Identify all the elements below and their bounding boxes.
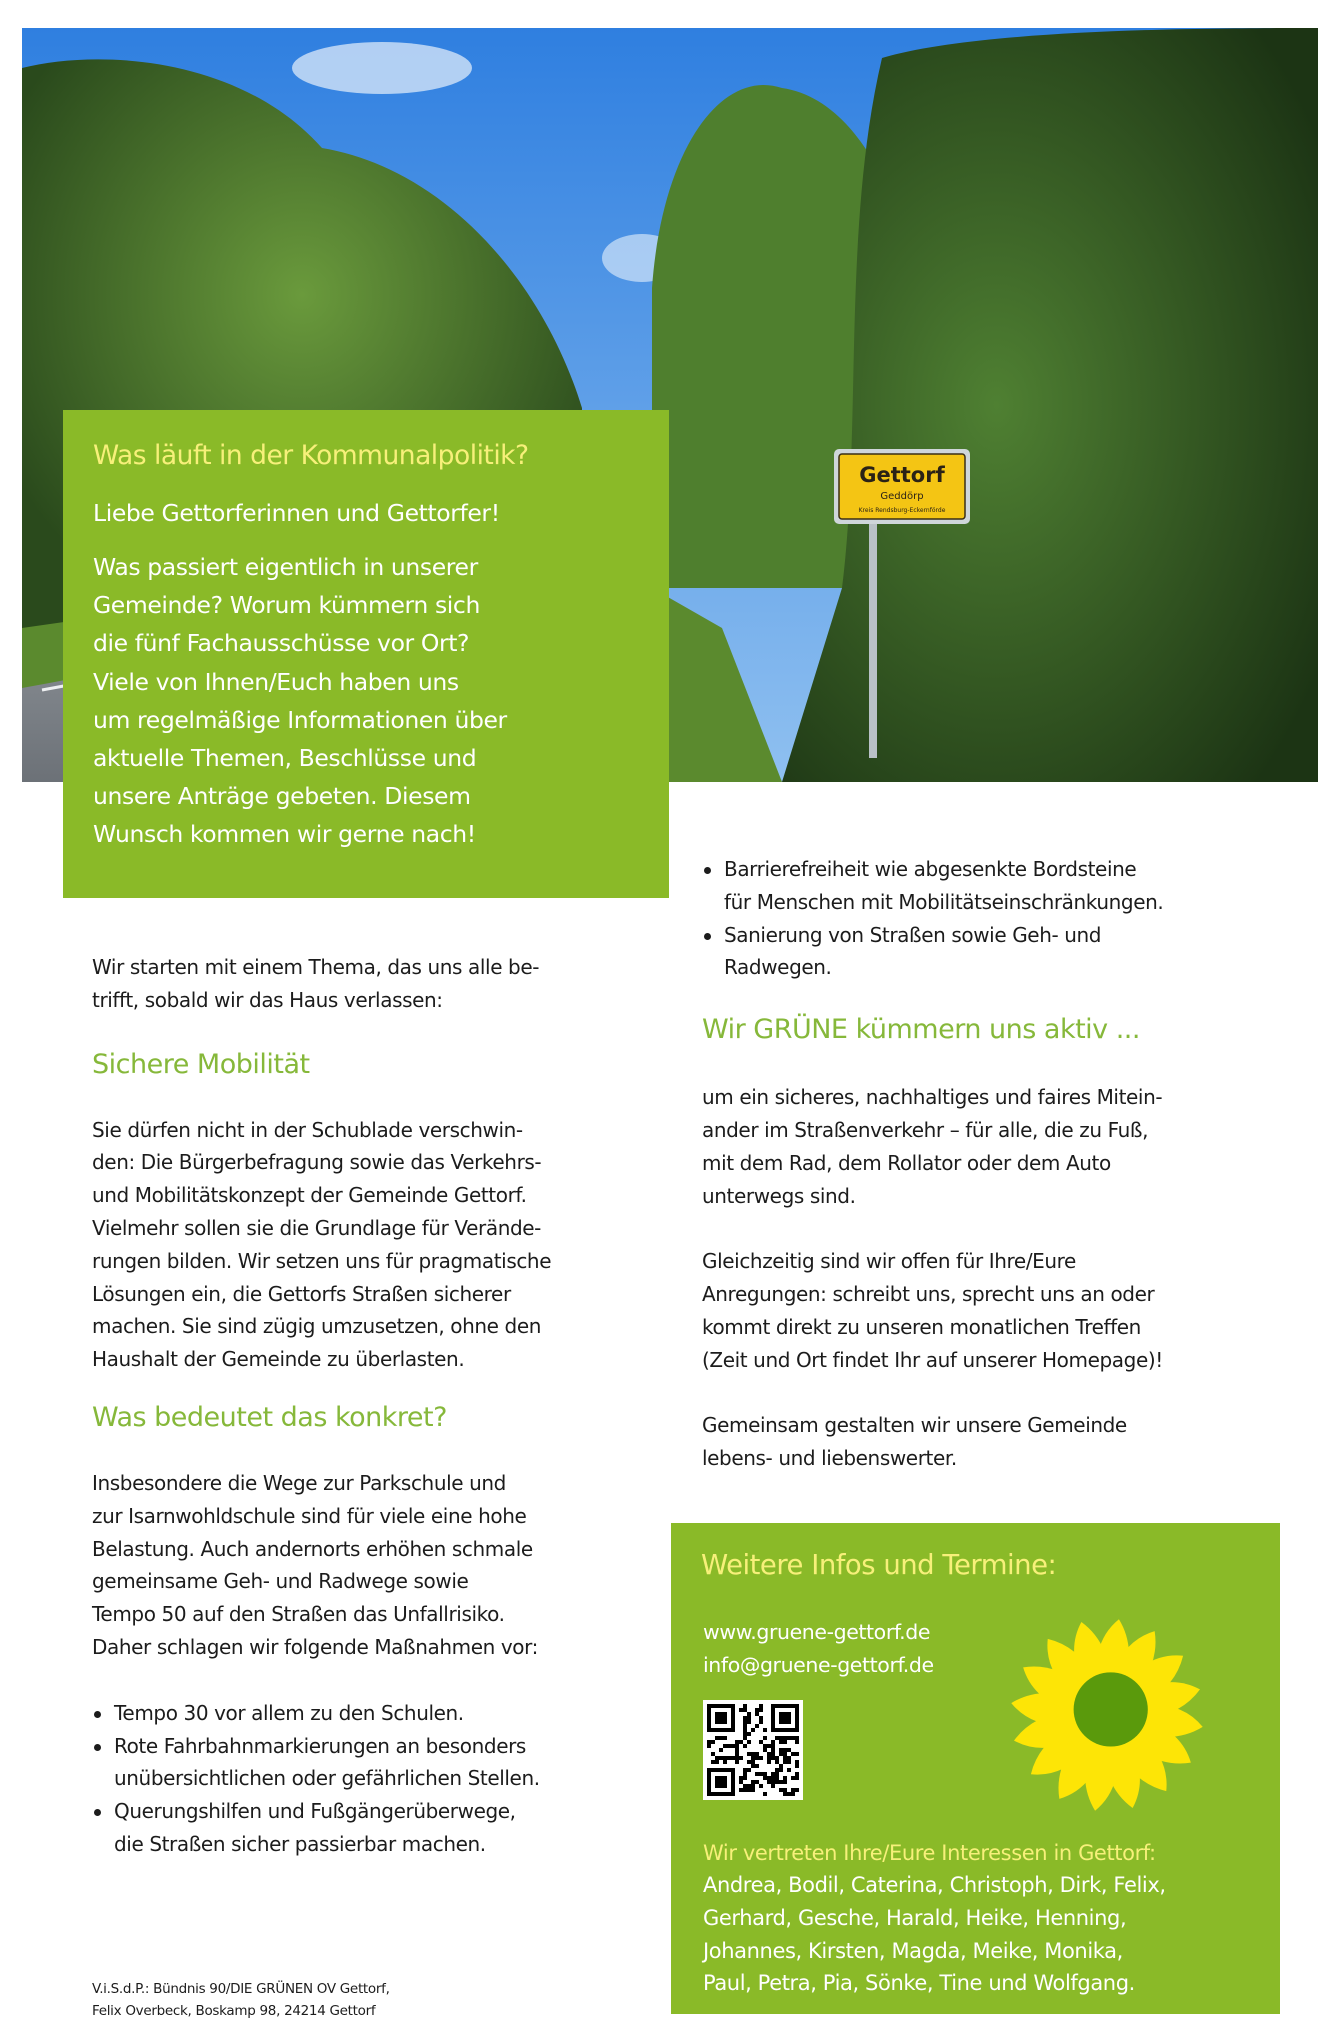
list-item bbox=[92, 1697, 652, 1730]
sunflower-center bbox=[1074, 1672, 1148, 1746]
left-column bbox=[92, 951, 652, 1861]
text-line: Belastung. Auch andernorts erhöhen schmale bbox=[92, 1536, 533, 1561]
imprint bbox=[92, 1978, 512, 2022]
text-line: für Menschen mit Mobilitätseinschränkungen. bbox=[724, 889, 1164, 914]
paragraph-gemeinsam bbox=[702, 1409, 1272, 1475]
text-line: Tempo 30 vor allem zu den Schulen. bbox=[114, 1700, 464, 1725]
representatives-names bbox=[703, 1869, 1263, 2000]
heading-konkret: Was bedeutet das konkret? bbox=[92, 1401, 447, 1433]
paragraph-miteinander bbox=[702, 1081, 1272, 1212]
sign-low-german: Geddörp bbox=[880, 491, 924, 502]
text-line: Daher schlagen wir folgende Maßnahmen vor: bbox=[92, 1634, 538, 1659]
imprint-line: V.i.S.d.P.: Bündnis 90/DIE GRÜNEN OV Gettorf, bbox=[92, 1981, 390, 1997]
text-line: kommt direkt zu unseren monatlichen Treffen bbox=[702, 1314, 1141, 1339]
text-line: Sie dürfen nicht in der Schublade verschwin- bbox=[92, 1117, 523, 1142]
sign-district: Kreis Rendsburg-Eckernförde bbox=[858, 507, 946, 514]
intro-line: die fünf Fachausschüsse vor Ort? bbox=[93, 629, 470, 658]
intro-body bbox=[93, 548, 643, 854]
intro-line: Was passiert eigentlich in unserer bbox=[93, 553, 478, 581]
text-line: Gerhard, Gesche, Harald, Heike, Henning, bbox=[703, 1905, 1127, 1930]
qr-code-icon[interactable] bbox=[703, 1700, 803, 1800]
intro-title: Was läuft in der Kommunalpolitik? bbox=[93, 440, 529, 471]
website-link[interactable]: www.gruene-gettorf.de bbox=[703, 1620, 931, 1644]
text-line: rungen bilden. Wir setzen uns für pragmatische bbox=[92, 1248, 552, 1273]
sunflower-icon bbox=[1005, 1610, 1209, 1820]
right-column bbox=[702, 853, 1272, 1475]
intro-line: Wunsch kommen wir gerne nach! bbox=[93, 820, 476, 849]
intro-line: aktuelle Themen, Beschlüsse und bbox=[93, 744, 477, 773]
qr-code-graphic bbox=[703, 1700, 803, 1800]
text-line: Rote Fahrbahnmarkierungen an besonders bbox=[114, 1733, 526, 1758]
intro-greeting: Liebe Gettorferinnen und Gettorfer! bbox=[93, 499, 500, 527]
email-link[interactable]: info@gruene-gettorf.de bbox=[703, 1652, 934, 1677]
intro-box bbox=[63, 410, 669, 898]
bullet-icon bbox=[94, 1711, 101, 1718]
info-box bbox=[671, 1523, 1280, 2014]
text-line: gemeinsame Geh- und Radwege sowie bbox=[92, 1569, 469, 1594]
text-line: Andrea, Bodil, Caterina, Christoph, Dirk, Felix, bbox=[703, 1873, 1166, 1897]
paragraph-anregungen bbox=[702, 1245, 1272, 1376]
text-line: Querungshilfen und Fußgängerüberwege, bbox=[114, 1799, 516, 1824]
paragraph-mobilitaet bbox=[92, 1114, 652, 1376]
heading-sichere-mobilitaet: Sichere Mobilität bbox=[92, 1048, 310, 1080]
info-title: Weitere Infos und Termine: bbox=[701, 1549, 1057, 1581]
text-line: unterwegs sind. bbox=[702, 1183, 856, 1208]
text-line: um ein sicheres, nachhaltiges und faires Mitein- bbox=[702, 1085, 1163, 1110]
text-line: zur Isarnwohldschule sind für viele eine hohe bbox=[92, 1503, 527, 1528]
text-line: (Zeit und Ort findet Ihr auf unserer Homepage)! bbox=[702, 1347, 1163, 1372]
text-line: Vielmehr sollen sie die Grundlage für Verände- bbox=[92, 1215, 542, 1240]
text-line: unübersichtlichen oder gefährlichen Stellen. bbox=[114, 1766, 540, 1791]
paragraph-konkret bbox=[92, 1467, 652, 1664]
text-line: lebens- und liebenswerter. bbox=[702, 1445, 957, 1470]
text-line: Haushalt der Gemeinde zu überlasten. bbox=[92, 1347, 465, 1372]
imprint-line: Felix Overbeck, Boskamp 98, 24214 Gettorf bbox=[92, 2003, 376, 2019]
text-line: den: Die Bürgerbefragung sowie das Verkehrs- bbox=[92, 1150, 542, 1175]
measures-list-continued bbox=[702, 853, 1272, 984]
text-line: Insbesondere die Wege zur Parkschule und bbox=[92, 1470, 506, 1495]
text-line: Paul, Petra, Pia, Sönke, Tine und Wolfgang. bbox=[703, 1971, 1135, 1996]
list-item bbox=[702, 853, 1272, 919]
town-sign bbox=[834, 449, 970, 524]
list-item bbox=[702, 919, 1272, 985]
lead-paragraph bbox=[92, 951, 652, 1017]
text-line: Lösungen ein, die Gettorfs Straßen sicherer bbox=[92, 1281, 511, 1306]
text-line: Tempo 50 auf den Straßen das Unfallrisiko. bbox=[92, 1602, 505, 1627]
text-line: die Straßen sicher passierbar machen. bbox=[114, 1831, 486, 1856]
text-line: und Mobilitätskonzept der Gemeinde Gettorf. bbox=[92, 1183, 527, 1208]
bullet-icon bbox=[704, 933, 711, 940]
text-line: Radwegen. bbox=[724, 955, 832, 980]
list-item bbox=[92, 1730, 652, 1796]
text-line: Johannes, Kirsten, Magda, Meike, Monika, bbox=[703, 1938, 1123, 1963]
measures-list bbox=[92, 1697, 652, 1861]
intro-line: Viele von Ihnen/Euch haben uns bbox=[93, 667, 459, 696]
text-line: Anregungen: schreibt uns, sprecht uns an oder bbox=[702, 1281, 1155, 1306]
intro-line: um regelmäßige Informationen über bbox=[93, 705, 507, 734]
text-line: Wir starten mit einem Thema, das uns alle be- bbox=[92, 955, 540, 979]
text-line: machen. Sie sind zügig umzusetzen, ohne den bbox=[92, 1314, 542, 1339]
text-line: Gleichzeitig sind wir offen für Ihre/Eure bbox=[702, 1249, 1076, 1274]
list-item bbox=[92, 1795, 652, 1861]
text-line: trifft, sobald wir das Haus verlassen: bbox=[92, 987, 443, 1012]
text-line: Gemeinsam gestalten wir unsere Gemeinde bbox=[702, 1413, 1127, 1438]
text-line: mit dem Rad, dem Rollator oder dem Auto bbox=[702, 1150, 1111, 1175]
representatives-heading: Wir vertreten Ihre/Eure Interessen in Gettorf: bbox=[703, 1841, 1156, 1865]
bullet-icon bbox=[94, 1744, 101, 1751]
text-line: Barrierefreiheit wie abgesenkte Bordsteine bbox=[724, 857, 1137, 881]
intro-line: Gemeinde? Worum kümmern sich bbox=[93, 591, 480, 620]
bullet-icon bbox=[704, 867, 711, 874]
bullet-icon bbox=[94, 1809, 101, 1816]
heading-gruene-aktiv: Wir GRÜNE kümmern uns aktiv ... bbox=[702, 1014, 1140, 1046]
intro-line: unsere Anträge gebeten. Diesem bbox=[93, 782, 471, 811]
text-line: ander im Straßenverkehr – für alle, die zu Fuß, bbox=[702, 1117, 1149, 1142]
contact-links bbox=[703, 1616, 934, 1681]
text-line: Sanierung von Straßen sowie Geh- und bbox=[724, 922, 1102, 947]
sign-town: Gettorf bbox=[859, 463, 945, 487]
